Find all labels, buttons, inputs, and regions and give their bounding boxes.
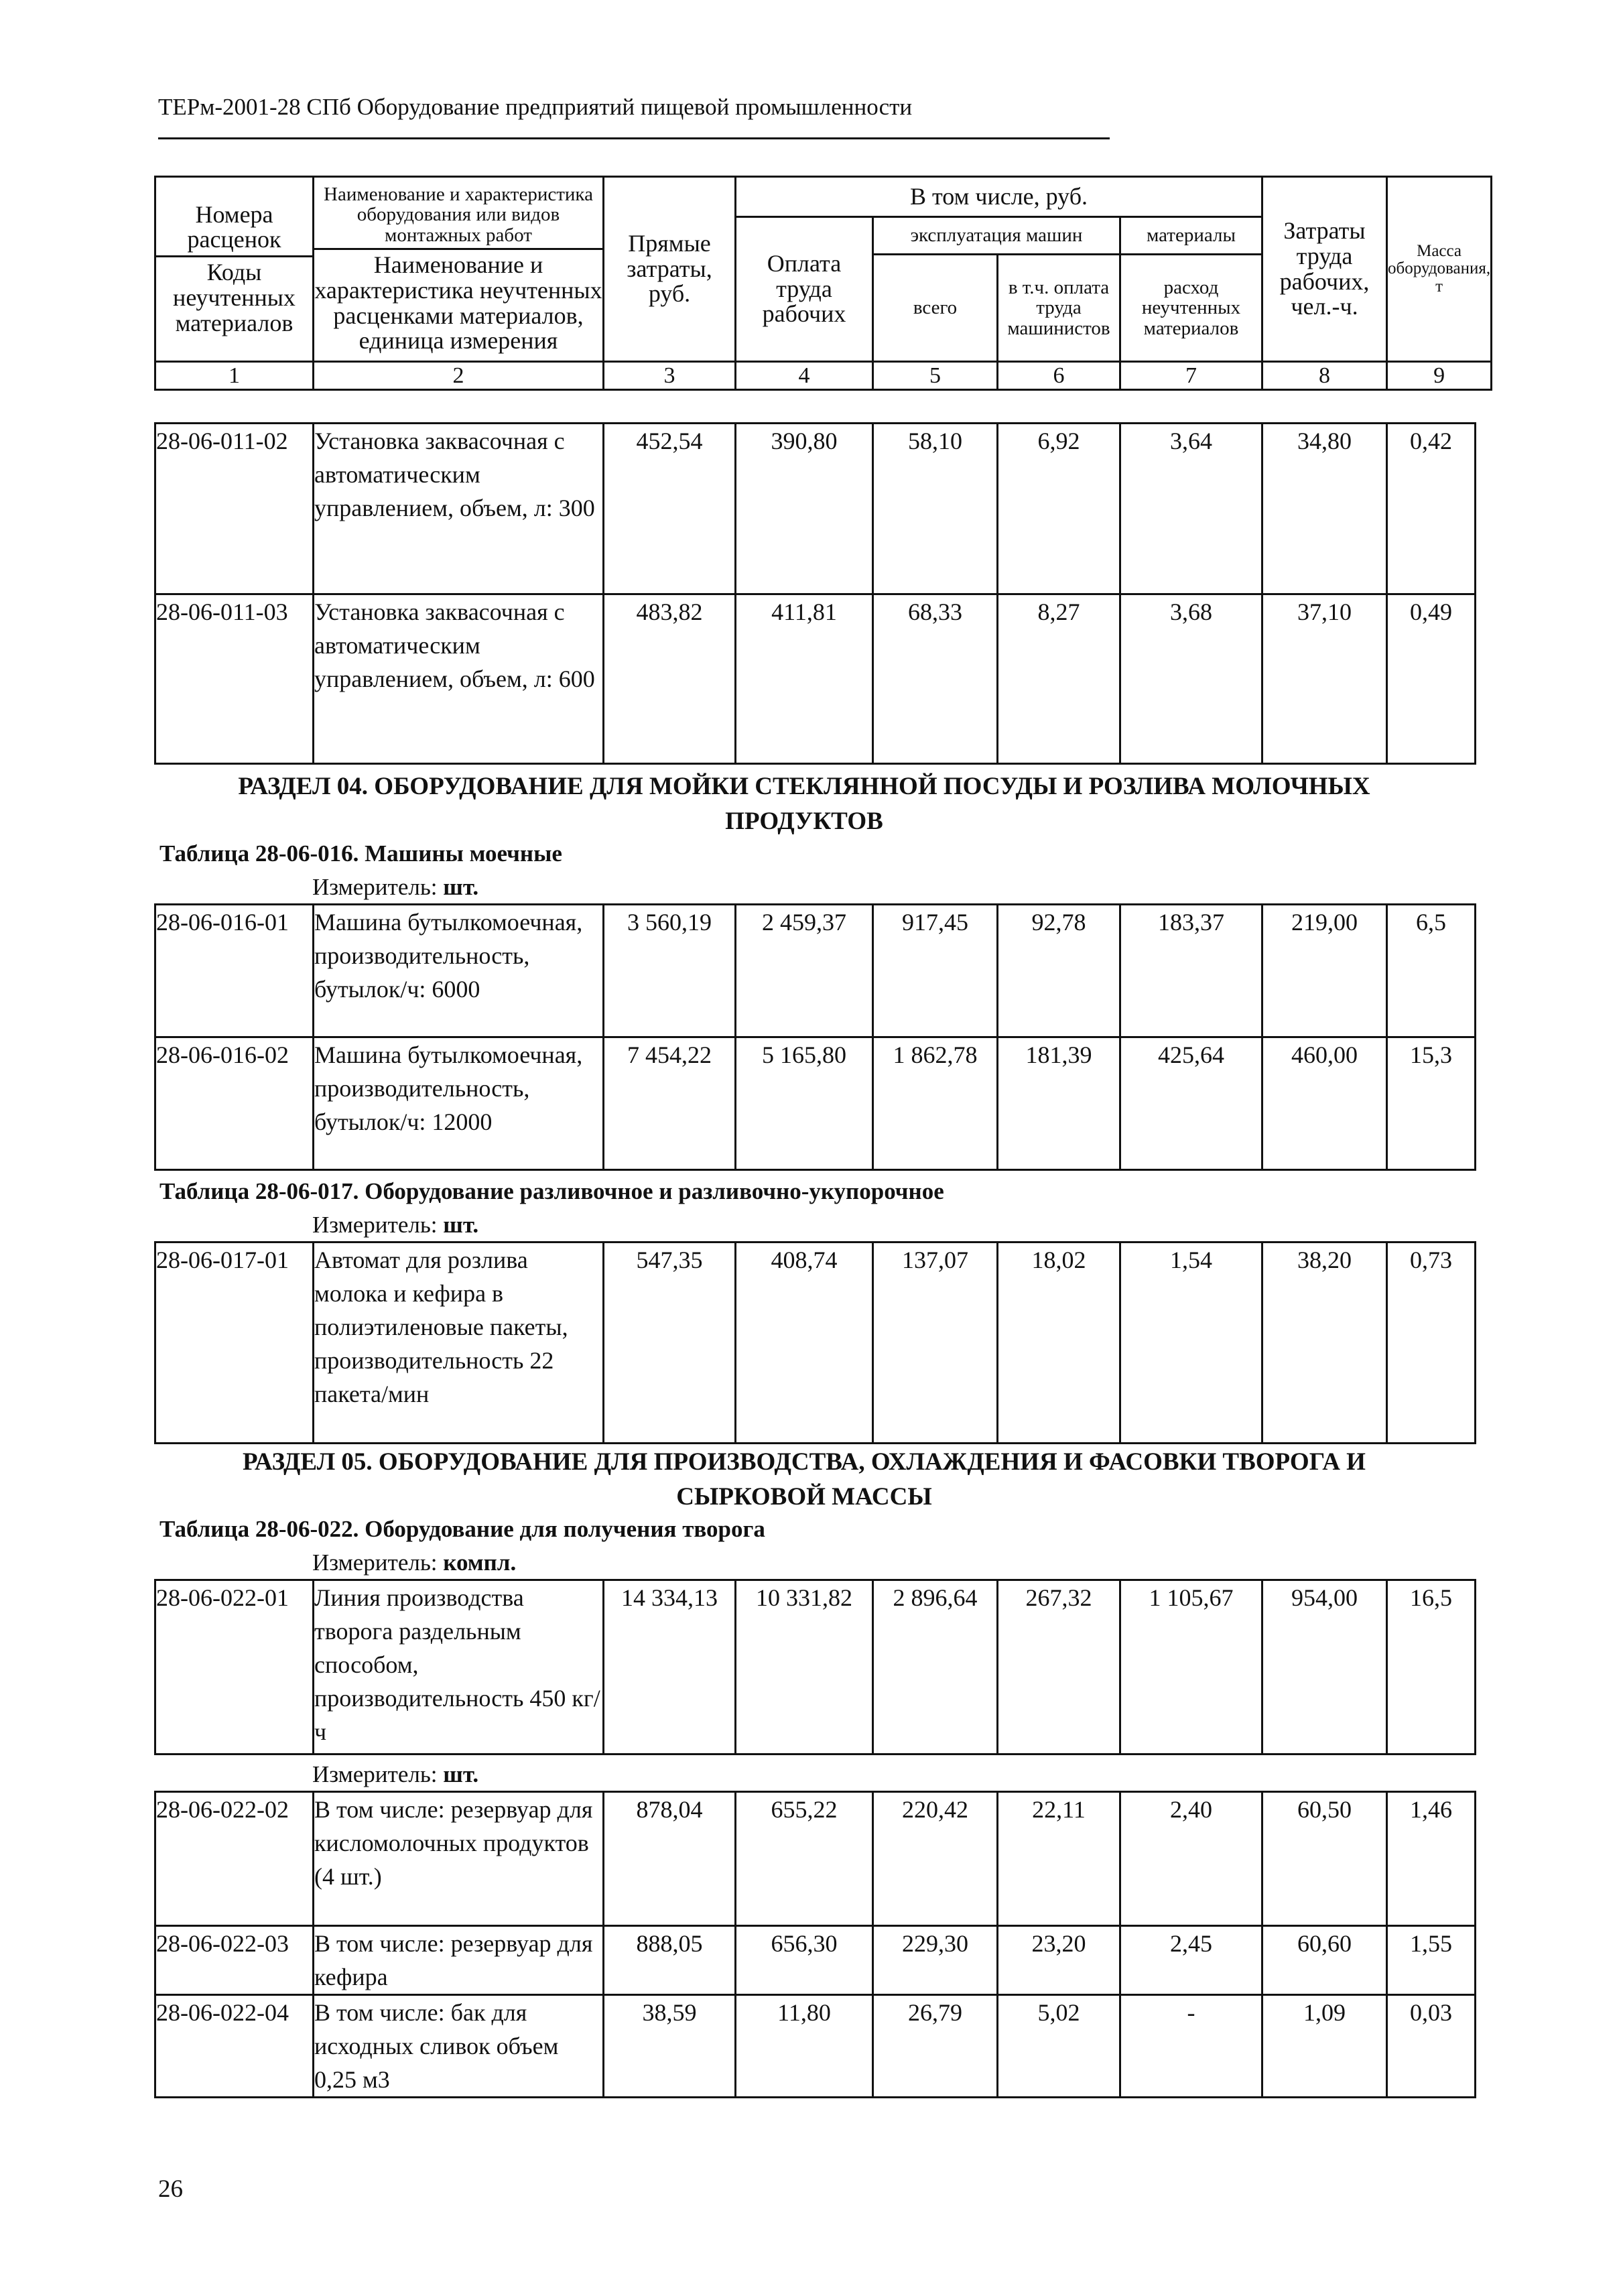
materials-cost: 3,64 [1120,424,1262,594]
machine-cost: 68,33 [873,594,998,764]
materials-cost: 183,37 [1120,905,1262,1037]
unit-line [312,1549,516,1576]
header-number: 8 [1262,362,1387,390]
direct-cost: 878,04 [604,1792,736,1926]
machine-cost: 26,79 [873,1995,998,2098]
rate-code: 28-06-022-03 [155,1926,314,1995]
header-col2-bottom: Наименование и характеристика неучтенных расценками материалов, единица измерения [314,251,602,355]
machine-cost: 220,42 [873,1792,998,1926]
rate-table-022 [154,1579,1476,1755]
equipment-mass: 1,55 [1387,1926,1476,1995]
labor-hours: 219,00 [1262,905,1387,1037]
labor-cost: 411,81 [736,594,873,764]
machine-operator-cost: 22,11 [998,1792,1120,1926]
header-number: 5 [873,362,998,390]
machine-operator-cost: 23,20 [998,1926,1120,1995]
machine-cost: 1 862,78 [873,1037,998,1170]
header-col4: Оплата труда рабочих [736,217,873,362]
unit-label: Измеритель: [312,1212,438,1238]
direct-cost: 547,35 [604,1242,736,1444]
rate-name: Машина бутылкомоечная, производительность, бутылок/ч: 12000 [314,1037,604,1170]
rate-name: В том числе: резервуар для кефира [314,1926,604,1995]
direct-cost: 14 334,13 [604,1580,736,1755]
materials-cost: 3,68 [1120,594,1262,764]
rate-name: Установка заквасочная с автоматическим управлением, объем, л: 300 [314,424,604,594]
materials-cost: 1,54 [1120,1242,1262,1444]
machine-operator-cost: 92,78 [998,905,1120,1037]
rate-name: Автомат для розлива молока и кефира в полиэтиленовые пакеты, производительность 22 пакета/мин [314,1242,604,1444]
labor-cost: 5 165,80 [736,1037,873,1170]
header-group: В том числе, руб. [736,177,1262,217]
section-title: РАЗДЕЛ 05. ОБОРУДОВАНИЕ ДЛЯ ПРОИЗВОДСТВА, ОХЛАЖДЕНИЯ И ФАСОВКИ ТВОРОГА И СЫРКОВОЙ МАССЫ [243,1448,1366,1511]
column-header-table [154,176,1492,391]
unit-value: шт. [443,874,479,900]
equipment-mass: 1,46 [1387,1792,1476,1926]
running-header: ТЕРм-2001-28 СПб Оборудование предприятий пищевой промышленности [158,94,913,120]
machine-cost: 58,10 [873,424,998,594]
header-number: 2 [314,362,604,390]
rate-name: В том числе: резервуар для кисломолочных продуктов (4 шт.) [314,1792,604,1926]
labor-cost: 656,30 [736,1926,873,1995]
header-machines: эксплуатация машин [873,217,1120,255]
section-title: РАЗДЕЛ 04. ОБОРУДОВАНИЕ ДЛЯ МОЙКИ СТЕКЛЯННОЙ ПОСУДЫ И РОЗЛИВА МОЛОЧНЫХ ПРОДУКТОВ [238,773,1370,835]
rate-code: 28-06-022-02 [155,1792,314,1926]
header-number: 9 [1387,362,1492,390]
labor-cost: 655,22 [736,1792,873,1926]
header-col6: в т.ч. оплата труда машинистов [998,255,1120,362]
labor-hours: 37,10 [1262,594,1387,764]
direct-cost: 7 454,22 [604,1037,736,1170]
materials-cost: 1 105,67 [1120,1580,1262,1755]
table-title: Таблица 28-06-022. Оборудование для получения творога [159,1516,765,1542]
unit-label: Измеритель: [312,1761,438,1787]
unit-line [312,874,478,901]
machine-operator-cost: 5,02 [998,1995,1120,2098]
rate-name: Машина бутылкомоечная, производительность, бутылок/ч: 6000 [314,905,604,1037]
labor-cost: 2 459,37 [736,905,873,1037]
unit-line [312,1761,478,1788]
direct-cost: 3 560,19 [604,905,736,1037]
rate-table-022-items [154,1791,1476,2098]
unit-value: компл. [443,1549,517,1576]
header-number: 6 [998,362,1120,390]
materials-cost: 2,40 [1120,1792,1262,1926]
header-col1-top: Номера расценок [156,202,312,258]
header-number: 4 [736,362,873,390]
header-col1-bottom: Коды неучтенных материалов [173,259,296,336]
equipment-mass: 0,42 [1387,424,1476,594]
table-row [155,1995,1476,2098]
direct-cost: 452,54 [604,424,736,594]
header-col5: всего [873,255,998,362]
table-row [155,1792,1476,1926]
labor-hours: 60,50 [1262,1792,1387,1926]
header-number: 3 [604,362,736,390]
rate-code: 28-06-017-01 [155,1242,314,1444]
labor-cost: 408,74 [736,1242,873,1444]
header-col9: Масса оборудования, т [1387,177,1492,362]
rate-code: 28-06-016-01 [155,905,314,1037]
unit-value: шт. [443,1761,479,1787]
rate-code: 28-06-022-01 [155,1580,314,1755]
machine-cost: 917,45 [873,905,998,1037]
header-materials: материалы [1120,217,1262,255]
equipment-mass: 0,73 [1387,1242,1476,1444]
labor-hours: 34,80 [1262,424,1387,594]
machine-operator-cost: 6,92 [998,424,1120,594]
header-col2-top: Наименование и характеристика оборудования или видов монтажных работ [314,184,602,250]
header-number: 7 [1120,362,1262,390]
labor-hours: 38,20 [1262,1242,1387,1444]
rate-code: 28-06-011-03 [155,594,314,764]
table-row [155,594,1476,764]
equipment-mass: 15,3 [1387,1037,1476,1170]
unit-label: Измеритель: [312,874,438,900]
labor-cost: 10 331,82 [736,1580,873,1755]
machine-cost: 2 896,64 [873,1580,998,1755]
machine-cost: 137,07 [873,1242,998,1444]
rate-code: 28-06-022-04 [155,1995,314,2098]
unit-label: Измеритель: [312,1549,438,1576]
header-col8: Затраты труда рабочих, чел.-ч. [1262,177,1387,362]
materials-cost: 2,45 [1120,1926,1262,1995]
rate-name: Установка заквасочная с автоматическим управлением, объем, л: 600 [314,594,604,764]
equipment-mass: 16,5 [1387,1580,1476,1755]
equipment-mass: 0,03 [1387,1995,1476,2098]
header-cell-codes [155,177,314,362]
header-number: 1 [155,362,314,390]
rate-code: 28-06-011-02 [155,424,314,594]
header-cell-names [314,177,604,362]
equipment-mass: 0,49 [1387,594,1476,764]
table-row [155,424,1476,594]
machine-operator-cost: 267,32 [998,1580,1120,1755]
unit-value: шт. [443,1212,479,1238]
page-number: 26 [158,2175,183,2203]
machine-operator-cost: 18,02 [998,1242,1120,1444]
labor-hours: 954,00 [1262,1580,1387,1755]
machine-operator-cost: 181,39 [998,1037,1120,1170]
materials-cost: - [1120,1995,1262,2098]
rate-name: Линия производства творога раздельным способом, производительность 450 кг/ч [314,1580,604,1755]
labor-hours: 1,09 [1262,1995,1387,2098]
table-row [155,1580,1476,1755]
unit-line [312,1212,478,1238]
direct-cost: 888,05 [604,1926,736,1995]
machine-operator-cost: 8,27 [998,594,1120,764]
rate-table-016 [154,903,1476,1171]
header-col7: расход неучтенных материалов [1120,255,1262,362]
labor-cost: 390,80 [736,424,873,594]
header-col3: Прямые затраты, руб. [604,177,736,362]
materials-cost: 425,64 [1120,1037,1262,1170]
rate-table-011 [154,422,1476,765]
labor-cost: 11,80 [736,1995,873,2098]
table-row [155,1037,1476,1170]
direct-cost: 483,82 [604,594,736,764]
table-row [155,1926,1476,1995]
rate-name: В том числе: бак для исходных сливок объем 0,25 м3 [314,1995,604,2098]
header-rule [158,137,1110,139]
machine-cost: 229,30 [873,1926,998,1995]
table-title: Таблица 28-06-017. Оборудование разливочное и разливочно-укупорочное [159,1178,944,1204]
labor-hours: 460,00 [1262,1037,1387,1170]
table-title: Таблица 28-06-016. Машины моечные [159,840,562,867]
rate-table-017 [154,1241,1476,1444]
table-row [155,905,1476,1037]
equipment-mass: 6,5 [1387,905,1476,1037]
labor-hours: 60,60 [1262,1926,1387,1995]
direct-cost: 38,59 [604,1995,736,2098]
table-row [155,1242,1476,1444]
rate-code: 28-06-016-02 [155,1037,314,1170]
